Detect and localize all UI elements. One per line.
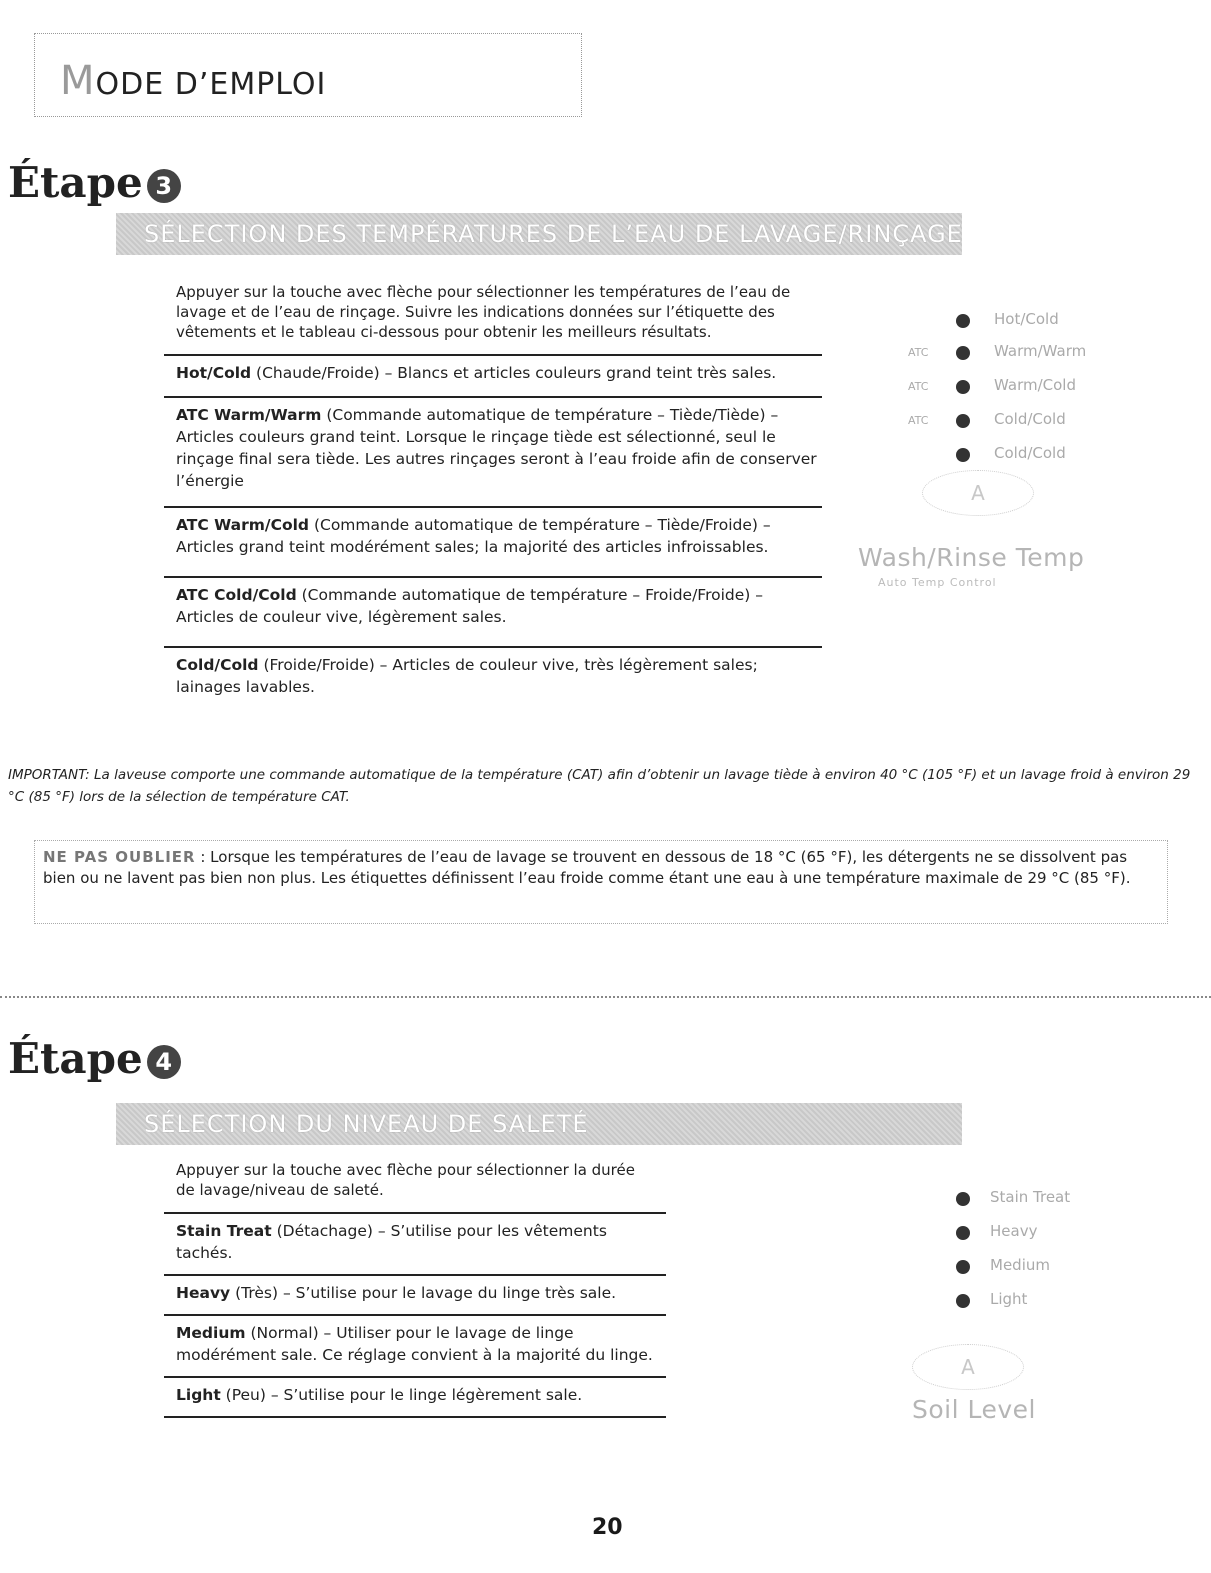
selector-knob-icon xyxy=(956,1260,970,1274)
step-3-heading: Étape 3 xyxy=(8,158,181,207)
temp-option[interactable]: ATC Warm/Cold xyxy=(908,376,1076,394)
temp-option[interactable]: ATC Cold/Cold xyxy=(908,410,1066,428)
page-number: 20 xyxy=(592,1515,623,1540)
section-divider xyxy=(0,996,1211,998)
list-item: Light (Peu) – S’utilise pour le linge légèrement sale. xyxy=(164,1376,666,1418)
step-number-badge: 4 xyxy=(147,1045,181,1079)
list-item: ATC Warm/Cold (Commande automatique de température – Tiède/Froide) – Articles grand teint modérément sales; la majorité des articles infroissables. xyxy=(164,506,822,576)
page-header-title: MODE D’EMPLOI xyxy=(60,58,327,104)
list-item: Hot/Cold (Chaude/Froide) – Blancs et articles couleurs grand teint très sales. xyxy=(164,354,822,396)
step-number-badge: 3 xyxy=(147,169,181,203)
selector-knob-icon xyxy=(956,1226,970,1240)
temp-select-button[interactable]: A xyxy=(922,470,1034,516)
wash-rinse-temp-control xyxy=(908,306,1118,472)
selector-knob-icon xyxy=(956,380,970,394)
soil-level-title: Soil Level xyxy=(912,1395,1036,1424)
step-3-entry-list xyxy=(164,354,822,708)
step-4-intro: Appuyer sur la touche avec flèche pour sélectionner la durée de lavage/niveau de saleté. xyxy=(176,1161,635,1199)
step-3-intro: Appuyer sur la touche avec flèche pour sélectionner les températures de l’eau de lavage et de l’eau de rinçage. Suivre les indications données sur l’étiquette des vêtements et le tableau ci-dessous pour obtenir les meilleurs résultats. xyxy=(176,283,791,341)
auto-temp-control-subtitle: Auto Temp Control xyxy=(878,576,997,589)
selector-knob-icon xyxy=(956,346,970,360)
soil-select-button[interactable]: A xyxy=(912,1344,1024,1390)
soil-option[interactable]: Light xyxy=(956,1288,1106,1322)
temp-option[interactable]: ATC Warm/Warm xyxy=(908,342,1087,360)
list-item: Cold/Cold (Froide/Froide) – Articles de couleur vive, très légèrement sales; lainages lavables. xyxy=(164,646,822,708)
wash-rinse-temp-title: Wash/Rinse Temp xyxy=(858,543,1085,572)
selector-knob-icon xyxy=(956,314,970,328)
temp-option[interactable]: Cold/Cold xyxy=(908,438,1118,472)
list-item: Heavy (Très) – S’utilise pour le lavage du linge très sale. xyxy=(164,1274,666,1314)
soil-option[interactable]: Medium xyxy=(956,1254,1106,1288)
temp-option[interactable]: Hot/Cold xyxy=(908,306,1118,336)
selector-knob-icon xyxy=(956,414,970,428)
step-4-entry-list xyxy=(164,1212,666,1418)
selector-knob-icon xyxy=(956,1192,970,1206)
soil-option[interactable]: Stain Treat xyxy=(956,1186,1106,1220)
selector-knob-icon xyxy=(956,1294,970,1308)
reminder-box: NE PAS OUBLIER : Lorsque les températures de l’eau de lavage se trouvent en dessous de 18 °C (65 °F), les détergents ne se dissolvent pas bien ou ne lavent pas bien non plus. Les étiquettes définissent l’eau froide comme étant une eau à une température maximale de 29 °C (85 °F). xyxy=(34,840,1168,924)
list-item: ATC Cold/Cold (Commande automatique de température – Froide/Froide) – Articles de couleur vive, légèrement sales. xyxy=(164,576,822,646)
list-item: ATC Warm/Warm (Commande automatique de température – Tiède/Tiède) – Articles couleurs grand teint. Lorsque le rinçage tiède est sélectionné, seul le rinçage final sera tiède. Les autres rinçages seront à l’eau froide afin de conserver l’énergie xyxy=(164,396,822,506)
step-4-heading: Étape 4 xyxy=(8,1034,181,1083)
list-item: Stain Treat (Détachage) – S’utilise pour les vêtements tachés. xyxy=(164,1212,666,1274)
step-3-banner: SÉLECTION DES TEMPÉRATURES DE L’EAU DE LAVAGE/RINÇAGE xyxy=(116,213,962,255)
list-item: Medium (Normal) – Utiliser pour le lavage de linge modérément sale. Ce réglage convient à la majorité du linge. xyxy=(164,1314,666,1376)
important-note: IMPORTANT: La laveuse comporte une commande automatique de la température (CAT) afin d’obtenir un lavage tiède à environ 40 °C (105 °F) et un lavage froid à environ 29 °C (85 °F) lors de la sélection de température CAT. xyxy=(8,767,1191,805)
selector-knob-icon xyxy=(956,448,970,462)
step-4-banner: SÉLECTION DU NIVEAU DE SALETÉ xyxy=(116,1103,962,1145)
soil-option[interactable]: Heavy xyxy=(956,1220,1106,1254)
soil-level-control xyxy=(956,1186,1106,1322)
